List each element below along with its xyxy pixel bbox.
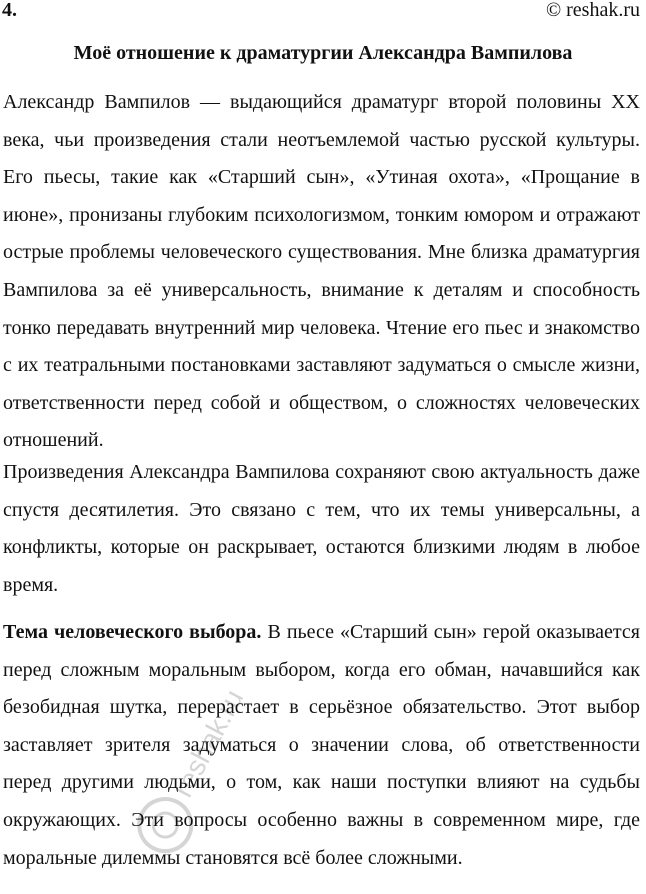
section-lead: Тема человеческого выбора. xyxy=(3,621,262,643)
paragraph-intro: Александр Вампилов — выдающийся драматург второй половины XX века, чьи произведения стали неотъемлемой частью русской культуры. Его пьесы, такие как «Старший сын», «Утиная охота», «Прощание в июне», пронизаны глубоким психологизмом, тонким юмором и отражают острые проблемы человеческого существования. Мне близка драматургия Вампилова за её универсальность, внимание к деталям и способность тонко передавать внутренний мир человека. Чтение его пьес и знакомство с их театральными постановками заставляют задуматься о смысле жизни, ответственности перед собой и обществом, о сложностях человеческих отношений. xyxy=(3,91,640,452)
watermark-text: reshak.ru xyxy=(167,684,250,803)
essay-title: Моё отношение к драматургии Александра Вампилова xyxy=(73,42,573,64)
section-text: В пьесе «Старший сын» герой оказывается перед сложным моральным выбором, когда его обман, начавшийся как безобидная шутка, перерастает в серьёзное обязательство. Этот выбор заставляет зрителя задуматься о значении слова, об ответственности перед другими людьми, о том, как наши поступки влияют на судьбы окружающих. Эти вопросы особенно важны в современном мире, где моральные дилеммы становятся всё более сложными. xyxy=(3,621,640,869)
paragraph-relevance: Произведения Александра Вампилова сохраняют свою актуальность даже спустя десятилетия. Это связано с тем, что их темы универсальны, а конфликты, которые он раскрывает, остаются близкими людям в любое время. xyxy=(3,461,640,596)
site-label: © reshak.ru xyxy=(545,0,640,21)
paragraph-choice-theme xyxy=(3,614,640,877)
task-number: 4. xyxy=(2,0,17,21)
